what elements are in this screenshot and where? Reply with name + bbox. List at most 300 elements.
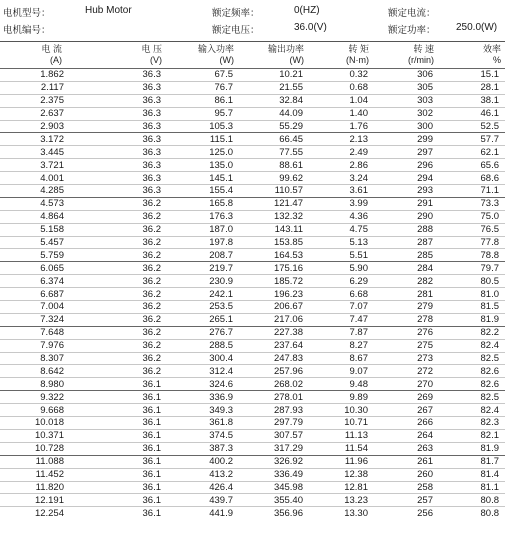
table-cell: 374.5 (209, 430, 233, 442)
column-header-speed: 转 速 (r/min) (408, 44, 434, 65)
table-cell: 82.5 (480, 391, 499, 403)
table-cell: 95.7 (214, 108, 233, 120)
table-cell: 36.2 (142, 262, 161, 274)
table-cell: 9.322 (40, 391, 64, 403)
table-cell: 36.3 (142, 133, 161, 145)
table-cell: 125.0 (209, 146, 233, 158)
column-header-output-power: 输出功率 (W) (267, 44, 304, 65)
table-cell: 12.38 (344, 469, 368, 481)
table-cell: 5.90 (349, 262, 368, 274)
table-cell: 297 (417, 146, 433, 158)
table-cell: 187.0 (209, 224, 233, 236)
table-cell: 270 (417, 378, 433, 390)
table-cell: 15.1 (480, 69, 499, 81)
table-cell: 9.07 (349, 365, 368, 377)
table-cell: 287.93 (273, 404, 303, 416)
table-row (0, 275, 505, 288)
rated-frequency-label: 额定频率： (212, 8, 260, 19)
table-cell: 293 (417, 185, 433, 197)
table-cell: 164.53 (273, 249, 303, 261)
table-row (0, 339, 505, 352)
table-cell: 5.51 (349, 249, 368, 261)
table-cell: 355.40 (273, 494, 303, 506)
table-cell: 10.21 (279, 69, 303, 81)
table-cell: 12.191 (34, 494, 64, 506)
table-cell: 2.637 (40, 108, 64, 120)
table-cell: 257.96 (273, 365, 303, 377)
table-cell: 11.13 (344, 430, 368, 442)
table-cell: 185.72 (273, 275, 303, 287)
table-cell: 81.0 (480, 288, 499, 300)
table-cell: 4.864 (40, 211, 64, 223)
table-cell: 361.8 (209, 417, 233, 429)
table-cell: 1.862 (40, 69, 64, 81)
table-row (0, 249, 505, 262)
column-header-efficiency: 效率 % (482, 44, 501, 65)
table-cell: 67.5 (214, 69, 233, 81)
table-cell: 73.3 (480, 198, 499, 210)
table-cell: 0.32 (349, 69, 368, 81)
table-cell: 132.32 (273, 211, 303, 223)
table-row (0, 378, 505, 391)
table-cell: 82.1 (480, 430, 499, 442)
table-cell: 36.2 (142, 198, 161, 210)
table-row (0, 185, 505, 198)
table-cell: 80.5 (480, 275, 499, 287)
table-cell: 6.687 (40, 288, 64, 300)
table-cell: 273 (417, 353, 433, 365)
table-cell: 10.371 (34, 430, 64, 442)
table-cell: 3.172 (40, 133, 64, 145)
table-row (0, 120, 505, 133)
table-cell: 290 (417, 211, 433, 223)
table-cell: 5.457 (40, 237, 64, 249)
table-cell: 291 (417, 198, 433, 210)
table-cell: 6.29 (349, 275, 368, 287)
table-cell: 165.8 (209, 198, 233, 210)
table-cell: 36.1 (142, 494, 161, 506)
table-cell: 3.445 (40, 146, 64, 158)
table-cell: 81.7 (480, 456, 499, 468)
table-cell: 11.452 (35, 469, 64, 481)
table-cell: 300 (417, 121, 433, 132)
table-cell: 82.6 (480, 365, 499, 377)
table-row (0, 352, 505, 365)
table-cell: 36.3 (142, 146, 161, 158)
table-cell: 143.11 (274, 224, 303, 236)
table-cell: 8.27 (349, 340, 368, 352)
table-cell: 349.3 (209, 404, 233, 416)
table-cell: 253.5 (209, 301, 233, 313)
table-cell: 10.30 (344, 404, 368, 416)
column-header-current: 电 流 (A) (41, 44, 62, 65)
table-cell: 36.2 (142, 211, 161, 223)
table-cell: 13.30 (344, 507, 368, 519)
table-cell: 52.5 (480, 121, 499, 132)
table-cell: 7.648 (40, 327, 64, 339)
table-cell: 81.9 (480, 314, 499, 326)
table-body (0, 69, 505, 520)
table-row (0, 81, 505, 94)
table-cell: 219.7 (209, 262, 233, 274)
table-cell: 7.004 (40, 301, 64, 313)
table-cell: 82.6 (480, 378, 499, 390)
table-cell: 36.1 (142, 507, 161, 519)
table-cell: 80.8 (480, 507, 499, 519)
table-cell: 413.2 (209, 469, 233, 481)
table-cell: 36.2 (142, 249, 161, 261)
table-cell: 32.84 (279, 95, 303, 107)
table-cell: 6.68 (349, 288, 368, 300)
table-cell: 36.2 (142, 340, 161, 352)
table-row (0, 417, 505, 430)
table-cell: 281 (417, 288, 433, 300)
table-cell: 197.8 (209, 237, 233, 249)
table-cell: 297.79 (273, 417, 303, 429)
table-row (0, 391, 505, 404)
table-cell: 441.9 (209, 507, 233, 519)
table-cell: 36.1 (142, 404, 161, 416)
table-cell: 5.158 (40, 224, 64, 236)
table-cell: 38.1 (480, 95, 499, 107)
table-cell: 7.976 (40, 340, 64, 352)
table-cell: 300.4 (209, 353, 233, 365)
table-cell: 75.0 (480, 211, 499, 223)
table-cell: 6.065 (40, 262, 64, 274)
table-cell: 81.9 (480, 443, 499, 455)
table-cell: 175.16 (273, 262, 303, 274)
table-cell: 266 (417, 417, 433, 429)
table-cell: 36.1 (142, 391, 161, 403)
table-cell: 57.7 (480, 133, 499, 145)
table-row (0, 262, 505, 275)
table-cell: 208.7 (209, 249, 233, 261)
table-cell: 153.85 (273, 237, 303, 249)
table-cell: 272 (417, 365, 433, 377)
table-cell: 278 (417, 314, 433, 326)
table-cell: 1.04 (349, 95, 368, 107)
motor-info-header (0, 0, 505, 38)
table-cell: 110.57 (274, 185, 303, 197)
table-cell: 62.1 (480, 146, 499, 158)
table-cell: 68.6 (480, 172, 499, 184)
table-cell: 1.40 (349, 108, 368, 120)
table-cell: 36.1 (142, 469, 161, 481)
table-cell: 7.47 (349, 314, 368, 326)
table-cell: 176.3 (209, 211, 233, 223)
table-cell: 299 (417, 133, 433, 145)
table-cell: 77.55 (279, 146, 303, 158)
table-cell: 13.23 (344, 494, 368, 506)
table-cell: 275 (417, 340, 433, 352)
table-cell: 36.3 (142, 121, 161, 132)
table-cell: 36.3 (142, 172, 161, 184)
table-cell: 36.2 (142, 288, 161, 300)
table-row (0, 107, 505, 120)
table-cell: 302 (417, 108, 433, 120)
table-cell: 261 (417, 456, 433, 468)
table-cell: 71.1 (480, 185, 499, 197)
table-cell: 287 (417, 237, 433, 249)
rated-voltage-value: 36.0(V) (294, 22, 327, 33)
table-cell: 135.0 (209, 159, 233, 171)
table-cell: 36.2 (142, 224, 161, 236)
table-cell: 11.96 (344, 456, 368, 468)
table-cell: 312.4 (209, 365, 233, 377)
column-header-torque: 转 矩 (N·m) (346, 44, 369, 65)
table-cell: 77.8 (480, 237, 499, 249)
rated-voltage-label: 额定电压： (212, 25, 260, 36)
motor-model-value: Hub Motor (85, 5, 132, 16)
table-cell: 217.06 (273, 314, 303, 326)
table-cell: 36.3 (142, 185, 161, 197)
table-cell: 12.81 (344, 481, 368, 493)
table-cell: 196.23 (273, 288, 303, 300)
table-cell: 227.38 (273, 327, 303, 339)
table-cell: 10.728 (34, 443, 64, 455)
rated-current-label: 额定电流： (388, 8, 436, 19)
table-cell: 81.4 (480, 469, 499, 481)
table-cell: 285 (417, 249, 433, 261)
table-cell: 303 (417, 95, 433, 107)
table-cell: 317.29 (273, 443, 303, 455)
table-cell: 8.67 (349, 353, 368, 365)
table-cell: 2.903 (40, 121, 64, 132)
table-cell: 230.9 (209, 275, 233, 287)
table-cell: 284 (417, 262, 433, 274)
table-cell: 55.29 (279, 121, 303, 132)
table-cell: 81.5 (480, 301, 499, 313)
table-cell: 76.5 (480, 224, 499, 236)
table-cell: 5.13 (349, 237, 368, 249)
table-cell: 9.668 (40, 404, 64, 416)
table-cell: 4.001 (40, 172, 64, 184)
table-cell: 276 (417, 327, 433, 339)
table-cell: 296 (417, 159, 433, 171)
table-cell: 12.254 (34, 507, 64, 519)
table-cell: 3.721 (40, 159, 64, 171)
table-cell: 36.3 (142, 82, 161, 94)
table-cell: 7.07 (349, 301, 368, 313)
table-cell: 345.98 (273, 481, 303, 493)
table-cell: 28.1 (480, 82, 499, 94)
table-header-row (0, 42, 505, 69)
rated-frequency-value: 0(HZ) (294, 5, 320, 16)
table-cell: 7.324 (40, 314, 64, 326)
table-cell: 21.55 (279, 82, 303, 94)
table-cell: 10.018 (34, 417, 64, 429)
table-cell: 36.2 (142, 327, 161, 339)
rated-power-label: 额定功率： (388, 25, 436, 36)
table-cell: 324.6 (209, 378, 233, 390)
table-cell: 80.8 (480, 494, 499, 506)
table-cell: 7.87 (349, 327, 368, 339)
table-cell: 11.088 (35, 456, 64, 468)
table-row (0, 223, 505, 236)
table-cell: 36.2 (142, 314, 161, 326)
table-cell: 36.1 (142, 456, 161, 468)
table-cell: 439.7 (209, 494, 233, 506)
table-cell: 400.2 (209, 456, 233, 468)
table-cell: 86.1 (214, 95, 233, 107)
table-row (0, 159, 505, 172)
table-cell: 88.61 (279, 159, 303, 171)
table-cell: 276.7 (209, 327, 233, 339)
table-row (0, 326, 505, 339)
table-cell: 36.3 (142, 108, 161, 120)
table-row (0, 172, 505, 185)
table-cell: 82.5 (480, 353, 499, 365)
table-row (0, 197, 505, 210)
table-cell: 36.2 (142, 275, 161, 287)
table-row (0, 365, 505, 378)
table-cell: 10.71 (344, 417, 368, 429)
table-cell: 288.5 (209, 340, 233, 352)
column-header-input-power: 输入功率 (W) (197, 44, 234, 65)
table-row (0, 442, 505, 455)
table-cell: 3.61 (349, 185, 368, 197)
table-row (0, 507, 505, 519)
table-row (0, 429, 505, 442)
table-row (0, 313, 505, 326)
table-cell: 2.86 (349, 159, 368, 171)
table-cell: 44.09 (279, 108, 303, 120)
table-cell: 9.48 (349, 378, 368, 390)
table-cell: 36.2 (142, 353, 161, 365)
table-cell: 269 (417, 391, 433, 403)
table-cell: 265.1 (209, 314, 233, 326)
table-cell: 247.83 (273, 353, 303, 365)
table-row (0, 455, 505, 468)
table-cell: 2.117 (40, 82, 64, 94)
table-cell: 36.3 (142, 69, 161, 81)
table-cell: 78.8 (480, 249, 499, 261)
rated-power-value: 250.0(W) (456, 22, 498, 33)
motor-model-label: 电机型号： (3, 8, 51, 19)
table-row (0, 288, 505, 301)
table-row (0, 133, 505, 146)
table-cell: 5.759 (40, 249, 64, 261)
table-cell: 36.2 (142, 365, 161, 377)
table-row (0, 404, 505, 417)
table-cell: 237.64 (273, 340, 303, 352)
table-cell: 8.642 (40, 365, 64, 377)
table-cell: 260 (417, 469, 433, 481)
table-row (0, 146, 505, 159)
motor-number-label: 电机编号： (3, 25, 51, 36)
table-cell: 8.307 (40, 353, 64, 365)
table-cell: 4.285 (40, 185, 64, 197)
table-cell: 242.1 (209, 288, 233, 300)
table-cell: 387.3 (209, 443, 233, 455)
table-cell: 105.3 (209, 121, 233, 132)
table-row (0, 210, 505, 223)
table-cell: 36.3 (142, 159, 161, 171)
table-cell: 0.68 (349, 82, 368, 94)
table-cell: 305 (417, 82, 433, 94)
table-row (0, 236, 505, 249)
table-cell: 306 (417, 69, 433, 81)
table-cell: 267 (417, 404, 433, 416)
table-cell: 2.375 (40, 95, 64, 107)
table-cell: 206.67 (273, 301, 303, 313)
column-header-voltage: 电 压 (V) (141, 44, 162, 65)
table-cell: 115.1 (209, 133, 233, 145)
table-cell: 257 (417, 494, 433, 506)
table-cell: 155.4 (209, 185, 233, 197)
table-cell: 79.7 (480, 262, 499, 274)
table-cell: 294 (417, 172, 433, 184)
table-row (0, 94, 505, 107)
table-cell: 279 (417, 301, 433, 313)
table-cell: 36.1 (142, 378, 161, 390)
table-cell: 76.7 (214, 82, 233, 94)
table-cell: 264 (417, 430, 433, 442)
table-cell: 82.4 (480, 404, 499, 416)
table-cell: 336.9 (209, 391, 233, 403)
table-cell: 36.1 (142, 443, 161, 455)
table-cell: 3.99 (349, 198, 368, 210)
table-cell: 263 (417, 443, 433, 455)
table-cell: 36.2 (142, 237, 161, 249)
motor-test-data-table (0, 41, 505, 519)
table-cell: 11.54 (344, 443, 368, 455)
table-cell: 4.75 (349, 224, 368, 236)
table-cell: 307.57 (273, 430, 303, 442)
table-cell: 36.1 (142, 481, 161, 493)
table-cell: 356.96 (273, 507, 303, 519)
table-cell: 426.4 (209, 481, 233, 493)
table-cell: 36.1 (142, 417, 161, 429)
table-row (0, 69, 505, 82)
table-cell: 4.36 (349, 211, 368, 223)
table-cell: 256 (417, 507, 433, 519)
table-cell: 82.3 (480, 417, 499, 429)
table-cell: 8.980 (40, 378, 64, 390)
table-cell: 99.62 (279, 172, 303, 184)
table-cell: 258 (417, 481, 433, 493)
table-cell: 9.89 (349, 391, 368, 403)
table-cell: 36.2 (142, 301, 161, 313)
table-cell: 2.49 (349, 146, 368, 158)
table-cell: 6.374 (40, 275, 64, 287)
table-cell: 36.3 (142, 95, 161, 107)
table-cell: 145.1 (209, 172, 233, 184)
table-cell: 268.02 (273, 378, 303, 390)
table-cell: 11.820 (35, 481, 64, 493)
table-row (0, 468, 505, 481)
table-row (0, 301, 505, 314)
table-cell: 65.6 (480, 159, 499, 171)
table-cell: 336.49 (273, 469, 303, 481)
table-cell: 3.24 (349, 172, 368, 184)
table-cell: 36.1 (142, 430, 161, 442)
table-cell: 278.01 (273, 391, 303, 403)
table-cell: 82.2 (480, 327, 499, 339)
table-cell: 282 (417, 275, 433, 287)
table-cell: 2.13 (349, 133, 368, 145)
table-cell: 81.1 (480, 481, 499, 493)
table-cell: 121.47 (273, 198, 303, 210)
table-cell: 46.1 (480, 108, 499, 120)
table-cell: 66.45 (279, 133, 303, 145)
table-row (0, 481, 505, 494)
table-row (0, 494, 505, 507)
table-cell: 326.92 (273, 456, 303, 468)
table-cell: 288 (417, 224, 433, 236)
table-cell: 82.4 (480, 340, 499, 352)
table-cell: 4.573 (40, 198, 64, 210)
